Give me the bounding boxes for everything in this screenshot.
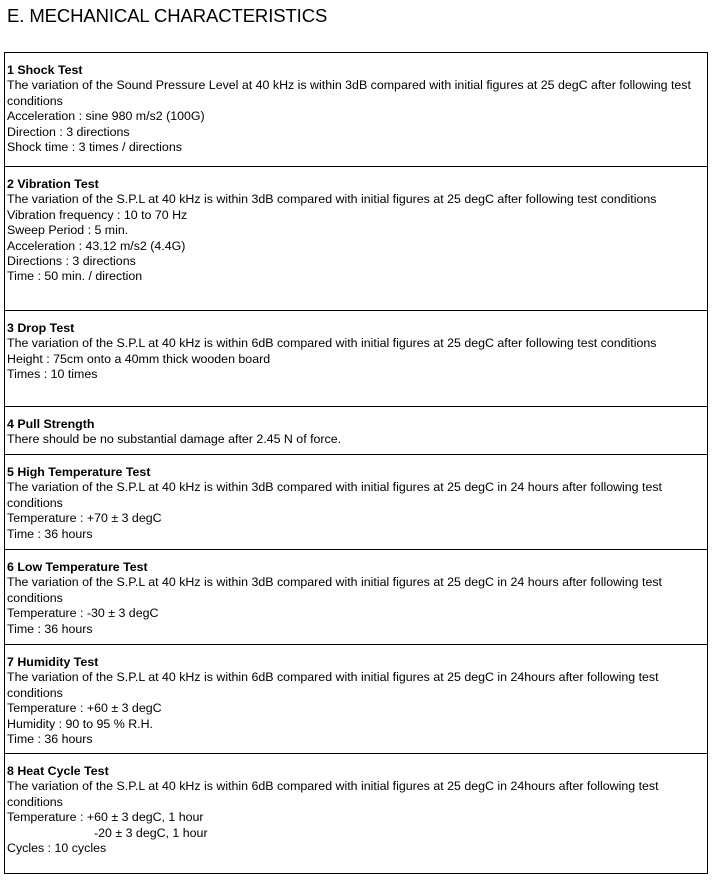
condition-line: Time : 36 hours bbox=[7, 621, 93, 636]
condition-line: -20 ± 3 degC, 1 hour bbox=[94, 825, 208, 840]
condition-line: Direction : 3 directions bbox=[7, 124, 130, 139]
section-high-temperature-test bbox=[5, 454, 707, 549]
section-description: There should be no substantial damage after 2.45 N of force. bbox=[7, 432, 342, 447]
section-vibration-test bbox=[5, 166, 707, 310]
section-description: The variation of the S.P.L at 40 kHz is within 3dB compared with initial figures at 25 degC in 24 hours after following test conditions bbox=[7, 480, 662, 510]
section-description: The variation of the S.P.L at 40 kHz is within 3dB compared with initial figures at 25 degC after following test conditions bbox=[7, 192, 657, 207]
section-low-temperature-test bbox=[5, 549, 707, 644]
condition-line: Directions : 3 directions bbox=[7, 254, 136, 269]
section-description: The variation of the S.P.L at 40 kHz is within 6dB compared with initial figures at 25 degC in 24hours after following test conditions bbox=[7, 670, 659, 700]
section-description: The variation of the S.P.L at 40 kHz is within 3dB compared with initial figures at 25 degC in 24 hours after following test conditions bbox=[7, 575, 662, 605]
condition-line: Cycles : 10 cycles bbox=[7, 841, 107, 856]
section-title: 2 Vibration Test bbox=[7, 177, 99, 191]
condition-line: Acceleration : sine 980 m/s2 (100G) bbox=[7, 109, 205, 124]
section-description: The variation of the Sound Pressure Level at 40 kHz is within 3dB compared with initial figures at 25 degC after following test conditions bbox=[7, 78, 691, 108]
condition-line: Acceleration : 43.12 m/s2 (4.4G) bbox=[7, 238, 186, 253]
condition-line: Sweep Period : 5 min. bbox=[7, 223, 129, 238]
section-drop-test bbox=[5, 310, 707, 406]
condition-line: Time : 36 hours bbox=[7, 526, 93, 541]
section-description: The variation of the S.P.L at 40 kHz is within 6dB compared with initial figures at 25 degC in 24hours after following test conditions bbox=[7, 779, 659, 809]
section-humidity-test bbox=[5, 644, 707, 753]
section-heat-cycle-test bbox=[5, 753, 707, 873]
condition-line: Time : 36 hours bbox=[7, 732, 93, 747]
condition-line: Time : 50 min. / direction bbox=[7, 269, 143, 284]
section-title: 3 Drop Test bbox=[7, 321, 75, 335]
section-title: 1 Shock Test bbox=[7, 63, 83, 77]
condition-line: Height : 75cm onto a 40mm thick wooden board bbox=[7, 351, 271, 366]
page-title: E. MECHANICAL CHARACTERISTICS bbox=[7, 5, 328, 26]
condition-line: Temperature : -30 ± 3 degC bbox=[7, 606, 159, 621]
condition-line: Vibration frequency : 10 to 70 Hz bbox=[7, 207, 188, 222]
condition-line: Humidity : 90 to 95 % R.H. bbox=[7, 716, 153, 731]
condition-line: Temperature : +60 ± 3 degC bbox=[7, 701, 162, 716]
condition-line: Times : 10 times bbox=[7, 367, 98, 382]
condition-line: Temperature : +70 ± 3 degC bbox=[7, 511, 162, 526]
section-shock-test bbox=[5, 53, 707, 166]
section-title: 4 Pull Strength bbox=[7, 417, 95, 431]
section-description: The variation of the S.P.L at 40 kHz is within 6dB compared with initial figures at 25 degC after following test conditions bbox=[7, 336, 657, 351]
section-title: 6 Low Temperature Test bbox=[7, 560, 148, 574]
spec-table bbox=[4, 52, 708, 874]
section-title: 8 Heat Cycle Test bbox=[7, 764, 109, 778]
condition-line: Temperature : +60 ± 3 degC, 1 hour bbox=[7, 810, 204, 825]
section-title: 5 High Temperature Test bbox=[7, 465, 151, 479]
section-pull-strength bbox=[5, 406, 707, 454]
section-title: 7 Humidity Test bbox=[7, 655, 99, 669]
condition-line: Shock time : 3 times / directions bbox=[7, 140, 182, 155]
